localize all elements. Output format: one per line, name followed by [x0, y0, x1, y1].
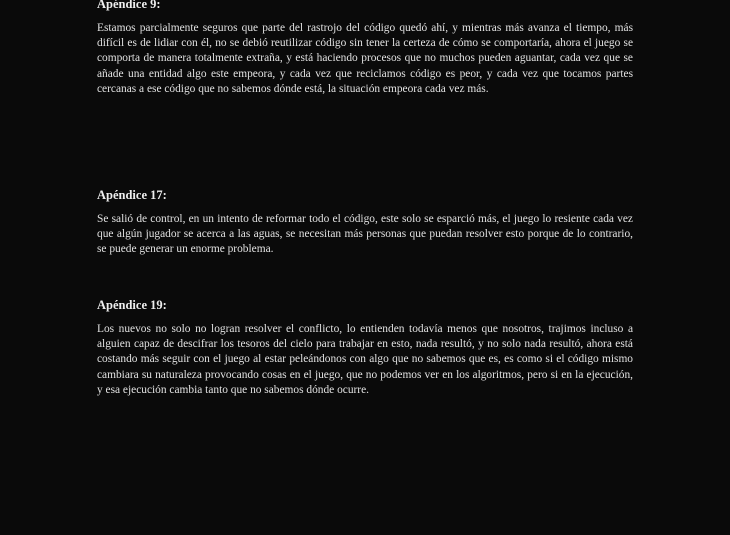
appendix-section-19: [97, 298, 633, 398]
appendix-heading: Apéndice 17:: [97, 188, 167, 202]
appendix-body: Se salió de control, en un intento de reformar todo el código, este solo se esparció más, el juego lo resiente cada vez que algún jugador se acerca a las aguas, se necesitan más personas que puedan resolver esto porque de lo contrario, se puede generar un enorme problema.: [97, 213, 633, 256]
appendix-section-9: [97, 0, 633, 97]
appendix-heading: Apéndice 9:: [97, 0, 161, 11]
appendix-heading: Apéndice 19:: [97, 298, 167, 312]
appendix-body: Estamos parcialmente seguros que parte del rastrojo del código quedó ahí, y mientras más avanza el tiempo, más difícil es de lidiar con él, no se debió reutilizar código sin tener la certeza de cómo se comportaría, ahora el juego se comporta de manera totalmente extraña, y está haciendo procesos que no muchos pueden aguantar, cada vez que se añade una entidad algo este empeora, y cada vez que reciclamos código es peor, y cada vez que tocamos partes cercanas a ese código que no sabemos dónde está, la situación empeora cada vez más.: [97, 22, 633, 95]
appendix-section-17: [97, 188, 633, 258]
appendix-body: Los nuevos no solo no logran resolver el conflicto, lo entienden todavía menos que nosotros, trajimos incluso a alguien capaz de descifrar los tesoros del cielo para trabajar en esto, nada resultó, y no solo nada resultó, ahora está costando más seguir con el juego al estar peleándonos con algo que no sabemos que es, es como si el código mismo cambiara su naturaleza provocando cosas en el juego, que no podemos ver en los algoritmos, pero si en la ejecución, y esa ejecución cambia tanto que no sabemos dónde ocurre.: [97, 323, 633, 396]
